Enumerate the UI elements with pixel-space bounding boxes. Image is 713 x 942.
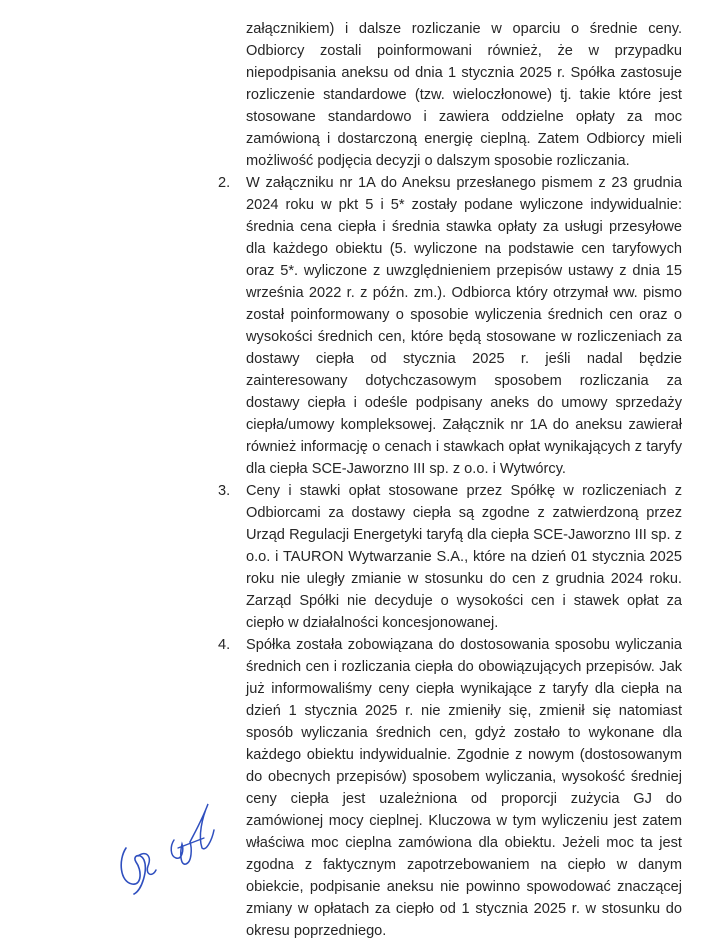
list-item-text: Ceny i stawki opłat stosowane przez Spółkę w rozliczeniach z Odbiorcami za dostawy ciepła są zgodne z zatwierdzoną przez Urząd Regulacji Energetyki taryfą dla ciepła SCE-Jaworzno III sp. z o.o. i TAURON Wytwarzanie S.A., które na dzień 01 stycznia 2025 roku nie uległy zmianie w stosunku do cen z grudnia 2024 roku. Zarząd Spółki nie decyduje o wysokości cen i stawek opłat za ciepło w działalności koncesjonowanej.: [246, 483, 682, 631]
list-item-text: W załączniku nr 1A do Aneksu przesłanego pismem z 23 grudnia 2024 roku w pkt 5 i 5* zostały podane wyliczone indywidualnie: średnia cena ciepła i średnia stawka opłaty za usługi przesyłowe dla każdego obiektu (5. wyliczone na podstawie cen taryfowych oraz 5*. wyliczone z uwzględnieniem przepisów ustawy z dnia 15 września 2022 r. z późn. zm.). Odbiorca który otrzymał ww. pismo został poinformowany o sposobie wyliczenia średnich cen oraz o wysokości średnich cen, które będą stosowane w rozliczeniach za dostawy ciepła od stycznia 2025 r. jeśli nadal będzie zainteresowany dotychczasowym sposobem rozliczania za dostawy ciepła i odeśle podpisany aneks do umowy sprzedaży ciepła/umowy kompleksowej. Załącznik nr 1A do aneksu zawierał również informację o cenach i stawkach opłat wynikających z taryfy dla ciepła SCE-Jaworzno III sp. z o.o. i Wytwórcy.: [246, 175, 682, 477]
list-item-number: 4.: [218, 637, 231, 653]
list-item-3: [218, 480, 682, 634]
handwritten-signature: [112, 790, 222, 895]
list-item-text: Spółka została zobowiązana do dostosowania sposobu wyliczania średnich cen i rozliczania ciepła do obowiązujących przepisów. Jak już informowaliśmy ceny ciepła wynikające z taryfy dla ciepła na dzień 1 stycznia 2025 r. nie zmieniły się, zmienił się natomiast sposób wyliczania średnich cen, gdyż zostało to wykonane dla każdego obiektu indywidualnie. Zgodnie z nowym (dostosowanym do obecnych przepisów) sposobem wyliczania, wysokość średniej ceny ciepła jest uzależniona od proporcji zużycia GJ do zamówionej mocy cieplnej. Kluczowa w tym wyliczeniu jest zatem właściwa moc cieplna zamówiona dla obiektu. Jeżeli moc ta jest zgodna z faktycznym zapotrzebowaniem na ciepło w danym obiekcie, podpisanie aneksu nie powinno spowodować znaczącej zmiany w opłatach za ciepło od 1 stycznia 2025 r. w stosunku do okresu poprzedniego.: [246, 637, 682, 939]
list-item-4: [218, 634, 682, 942]
document-body: [218, 18, 682, 942]
list-item-number: 2.: [218, 175, 231, 191]
list-item-number: 3.: [218, 483, 231, 499]
list-item-2: [218, 172, 682, 480]
intro-paragraph: załącznikiem) i dalsze rozliczanie w oparciu o średnie ceny. Odbiorcy zostali poinformowani również, że w przypadku niepodpisania aneksu od dnia 1 stycznia 2025 r. Spółka zastosuje rozliczenie standardowe (tzw. wieloczłonowe) tj. takie które jest stosowane standardowo i zawiera oddzielne opłaty za moc zamówioną i dostarczoną energię cieplną. Zatem Odbiorcy mieli możliwość podjęcia decyzji o dalszym sposobie rozliczania.: [246, 21, 682, 169]
